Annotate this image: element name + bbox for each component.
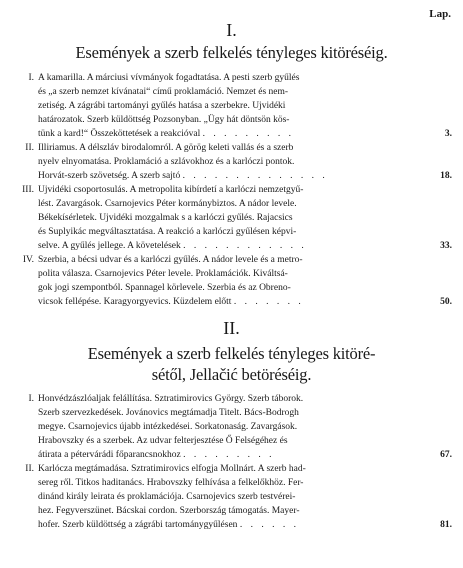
entry-text (38, 462, 426, 532)
entry-number: II. (25, 464, 34, 474)
entry-line: és Suplyikác megváltasztatása. A reakció a karlóczi gyűlésen képvi- (38, 227, 297, 237)
leader-dots: . . . . . . . (233, 297, 304, 307)
part2-toc (14, 392, 452, 532)
entry-page-number: 33. (440, 241, 452, 251)
part2-title (20, 343, 443, 385)
toc-entry (14, 253, 452, 309)
leader-dots: . . . . . . . . . (183, 450, 275, 460)
entry-line: A kamarilla. A márciusi vívmányok fogadtatása. A pesti szerb gyűlés (38, 73, 300, 83)
entry-page-number: 18. (440, 171, 452, 181)
entry-text (38, 392, 426, 462)
entry-page-number: 67. (440, 450, 452, 460)
leader-dots: . . . . . . . . . (202, 129, 294, 139)
entry-page-number: 81. (440, 520, 452, 530)
leader-dots: . . . . . . . . . . . . . . (182, 171, 328, 181)
toc-entry (14, 71, 452, 141)
entry-line: Honvédzászlóaljak felállítása. Sztratimirovics György. Szerb táborok. (38, 394, 304, 404)
entry-line: Békekísérletek. Ujvidéki mozgalmak s a karlóczi gyűlés. Rajacsics (38, 213, 293, 223)
entry-line: Szerb szervezkedések. Jovánovics megtámadja Titelt. Bács-Bodrogh (38, 408, 299, 418)
entry-page-number: 50. (440, 297, 452, 307)
entry-number: I. (28, 394, 34, 404)
entry-line: hofer. Szerb küldöttség a zágrábi tartománygyűlésen . . . . . . (38, 520, 299, 530)
entry-line: Illiriamus. A délszláv birodalomról. A görög keleti vallás és a szerb (38, 143, 294, 153)
leader-dots: . . . . . . . . . . . . (183, 241, 307, 251)
entry-number: I. (28, 73, 34, 83)
entry-text (38, 141, 426, 183)
entry-line: Karlócza megtámadása. Sztratimirovics elfogja Mollnárt. A szerb had- (38, 464, 306, 474)
toc-entry (14, 141, 452, 183)
part1-numeral: I. (226, 20, 237, 40)
entry-line: zetiség. A zágrábi tartományi gyűlés hatása a szerbekre. Ujvidéki (38, 101, 286, 111)
entry-line: sereg ről. Titkos haditanács. Hrabovszky felhívása a felkelőkhöz. Fer- (38, 478, 304, 488)
entry-line: gok jogi szempontból. Spannagel körlevele. Szerbia és az Obreno- (38, 283, 291, 293)
entry-line: Hrabovszky és a szerbek. Az udvar felterjesztése Ő Felségéhez és (38, 436, 288, 446)
entry-line: átirata a pétervárádi főparancsnokhoz . . . . . . . . . (38, 450, 275, 460)
entry-line: és „a szerb nemzet kívánatai“ című proklamáció. Nemzet és nem- (38, 87, 289, 97)
toc-entry (14, 392, 452, 462)
entry-number: III. (22, 185, 34, 195)
entry-line: hez. Fegyverszünet. Bácskai cordon. Szerbország támogatás. Mayer- (38, 506, 300, 516)
entry-text (38, 71, 426, 141)
part2-numeral: II. (223, 318, 240, 338)
entry-number: IV. (22, 255, 34, 265)
part1-toc (14, 71, 452, 309)
entry-line: megye. Csarnojevics újabb intézkedései. Sorkatonaság. Zavargások. (38, 422, 298, 432)
entry-text (38, 253, 426, 309)
toc-entry (14, 462, 452, 532)
entry-line: polita válasza. Csarnojevics Péter levele. Proklamációk. Kiváltsá- (38, 269, 288, 279)
entry-line: dinánd király leirata és proklamációja. Csarnojevics szerb testvérei- (38, 492, 296, 502)
entry-page-number: 3. (444, 129, 452, 139)
part1-title: Események a szerb felkelés tényleges kitöréséig. (75, 43, 388, 62)
entry-text (38, 183, 426, 253)
entry-line: határozatok. Szerb küldöttség Pozsonyban. „Ügy hát döntsön kös- (38, 115, 290, 125)
entry-line: Szerbia, a bécsi udvar és a karlóczi gyűlés. A nádor levele és a metro- (38, 255, 303, 265)
entry-line: lést. Zavargások. Csarnojevics Péter kormánybiztos. A nádor levele. (38, 199, 297, 209)
entry-line: Ujvidéki csoportosulás. A metropolita kibírdetí a karlóczi nemzetgyű- (38, 185, 304, 195)
entry-line: tünk a kard!“ Összeköttetések a reakcióval . . . . . . . . . (38, 129, 294, 139)
entry-line: selve. A gyűlés jellege. A követelések . . . . . . . . . . . . (38, 241, 307, 251)
page-column-label: Lap. (429, 8, 451, 20)
entry-line: Horvát-szerb szövetség. A szerb sajtó . . . . . . . . . . . . . . (38, 171, 328, 181)
part2-title-line: sétől, Jellačić betöréséig. (151, 365, 312, 384)
leader-dots: . . . . . . (239, 520, 299, 530)
toc-entry (14, 183, 452, 253)
part2-title-line: Események a szerb felkelés tényleges kitöré- (87, 344, 376, 363)
entry-line: nyelv elnyomatása. Proklamáció a szlávokhoz és a karlóczi pontok. (38, 157, 295, 167)
entry-number: II. (25, 143, 34, 153)
entry-line: vicsok fellépése. Karagyorgyevics. Küzdelem előtt . . . . . . . (38, 297, 304, 307)
